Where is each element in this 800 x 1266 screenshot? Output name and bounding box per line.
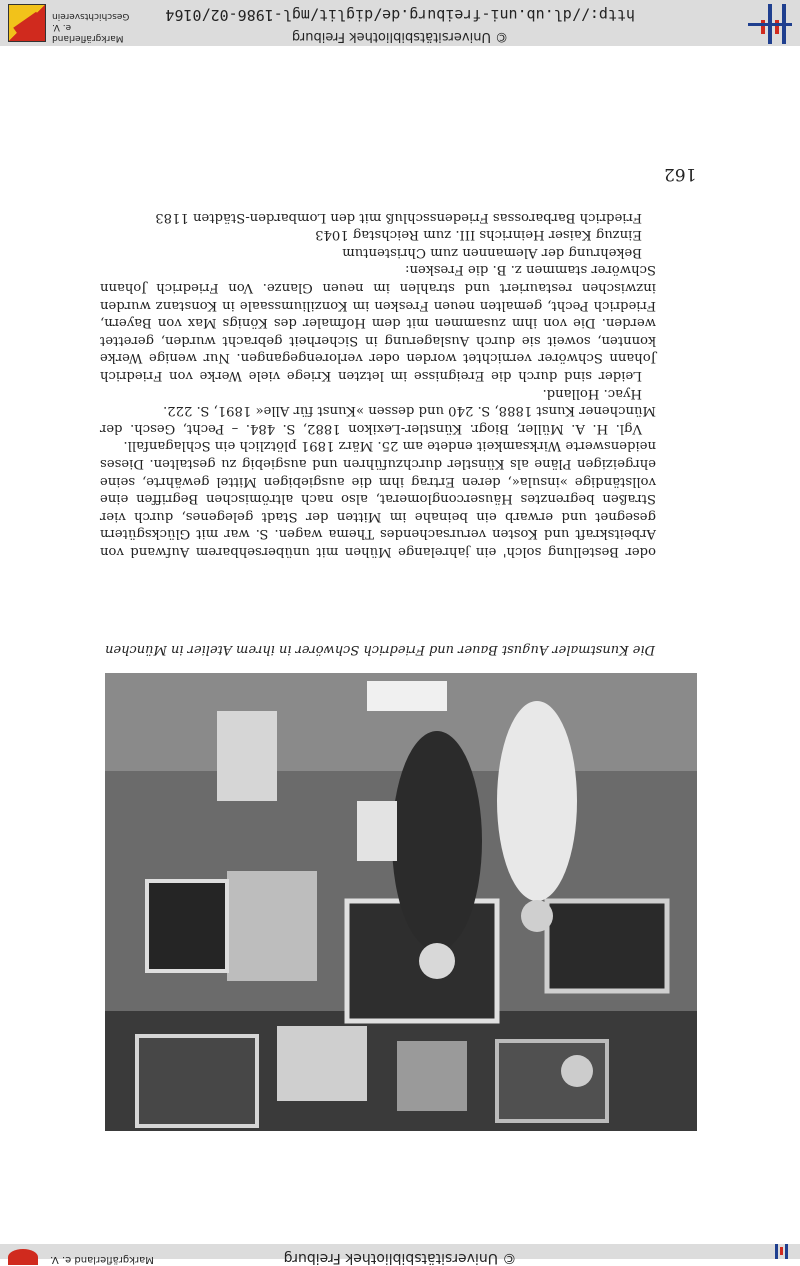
viewer-footer-band xyxy=(0,0,800,46)
footer-url[interactable]: http://dl.ub.uni-freiburg.de/diglit/mgl-1986-02/0164 xyxy=(165,6,635,24)
body-text xyxy=(100,200,656,560)
society-crest-icon xyxy=(8,1249,38,1265)
viewer-header-band xyxy=(0,1244,800,1266)
university-logo-icon xyxy=(748,4,792,44)
atelier-photograph xyxy=(105,673,697,1131)
header-society-name: Markgräflerland e. V. xyxy=(50,1254,154,1265)
society-crest-icon xyxy=(8,4,46,42)
paragraph: oder Bestellung solch' ein jahrelange Mühen mit unübersehbarem Aufwand von Arbeitskraft und Kosten verursachendes Thema wagen. S. war mit Glücksgütern gesegnet und erwarb ein beinahe im Mitten der Stadt gelegenes, durch vier Straßen begrenztes Häuserconglomerat, also nach altrömischen Begriffen eine vollständige »insula«, deren Ertrag ihm die ausgiebigen Mittel gewährte, seine ehrgeizigen Pläne als Künstler durchzuführen und ausgiebig zu gestalten. Dieses neidenswerte Wirksamkeit endete am 25. März 1891 plötzlich ein Schlaganfall. xyxy=(100,438,656,559)
university-logo-icon xyxy=(762,1244,792,1259)
header-title: © Universitätsbibliothek Freiburg xyxy=(283,1250,517,1266)
paragraph: Vgl. H. A. Müller, Biogr. Künstler-Lexikon 1882, S. 484. – Pecht, Gesch. der Münchener Kunst 1888, S. 240 und dessen »Kunst für Alle« 1891, S. 222. xyxy=(100,403,656,436)
fresco-list-item: Friedrich Barbarossas Friedensschluß mit den Lombarden-Städten 1183 xyxy=(155,209,642,225)
footer-society-name: Markgräflerland e. V. Geschichtsverein xyxy=(52,11,130,43)
paragraph: Leider sind durch die Ereignisse im letzten Kriege viele Werke von Friedrich Johann Schwörer vernichtet worden oder verlorengegangen. Nur wenige Werke konnten, soweit sie durch Auslagerung in Sicherheit gebracht wurden, gerettet werden. Die von ihm zusammen mit dem Hofmaler des Königs Max von Bayern, Friedrich Pecht, gemalten neuen Fresken im Konziliumssaale in Konstanz wurden inzwischen restauriert und strahlen im neuen Glanze. Von Friedrich Johann Schwörer stammen z. B. die Fresken: xyxy=(100,262,656,384)
photo-caption: Die Kunstmaler August Bauer und Friedrich Schwörer in ihrem Atelier in München xyxy=(105,642,655,657)
fresco-list-item: Einzug Kaiser Heinrichs III. zum Reichstag 1043 xyxy=(315,227,642,243)
author-signature: Hyac. Holland. xyxy=(542,385,642,401)
fresco-list-item: Bekehrung der Alemannen zum Christentum xyxy=(342,244,642,260)
page-number: 162 xyxy=(664,164,697,184)
footer-copyright: © Universitätsbibliothek Freiburg xyxy=(291,29,509,44)
